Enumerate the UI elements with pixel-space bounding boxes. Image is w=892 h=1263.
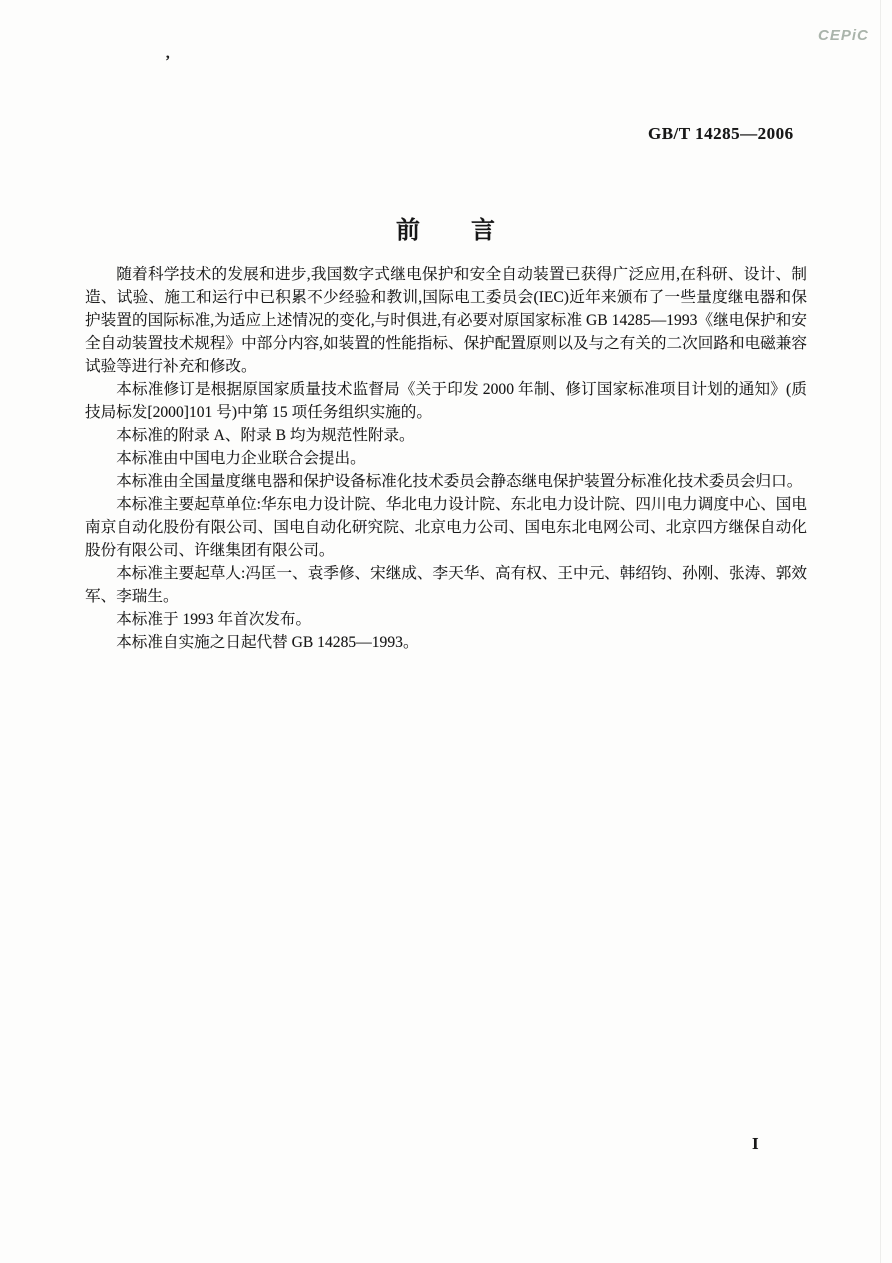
scan-edge-line bbox=[880, 0, 881, 1263]
foreword-paragraph: 本标准自实施之日起代替 GB 14285—1993。 bbox=[116, 634, 419, 651]
standard-number: GB/T 14285—2006 bbox=[648, 124, 794, 143]
foreword-paragraph: 随着科学技术的发展和进步,我国数字式继电保护和安全自动装置已获得广泛应用,在科研、设计、制造、试验、施工和运行中已积累不少经验和教训,国际电工委员会(IEC)近年来颁布了一些量度继电器和保护装置的国际标准,为适应上述情况的变化,与时俱进,有必要对原国家标准 GB 14285—1993《继电保护和安全自动装置技术规程》中部分内容,如装置的性能指标、保护配置原则以及与之有关的二次回路和电磁兼容试验等进行补充和修改。 bbox=[85, 266, 807, 375]
foreword-title: 前 言 bbox=[396, 218, 496, 245]
page-number: I bbox=[752, 1134, 759, 1153]
foreword-paragraph: 本标准主要起草人:冯匡一、袁季修、宋继成、李天华、高有权、王中元、韩绍钧、孙刚、张涛、郭效军、李瑞生。 bbox=[85, 565, 807, 605]
scan-speck: ’ bbox=[165, 53, 171, 70]
foreword-paragraph: 本标准由中国电力企业联合会提出。 bbox=[116, 450, 366, 467]
foreword-body bbox=[85, 263, 807, 654]
foreword-paragraph: 本标准于 1993 年首次发布。 bbox=[116, 611, 312, 628]
foreword-paragraph: 本标准主要起草单位:华东电力设计院、华北电力设计院、东北电力设计院、四川电力调度中心、国电南京自动化股份有限公司、国电自动化研究院、北京电力公司、国电东北电网公司、北京四方继保自动化股份有限公司、许继集团有限公司。 bbox=[85, 496, 807, 559]
cepic-watermark-logo: CEPiC bbox=[818, 27, 869, 44]
foreword-paragraph: 本标准修订是根据原国家质量技术监督局《关于印发 2000 年制、修订国家标准项目计划的通知》(质技局标发[2000]101 号)中第 15 项任务组织实施的。 bbox=[85, 381, 807, 421]
foreword-paragraph: 本标准的附录 A、附录 B 均为规范性附录。 bbox=[116, 427, 415, 444]
foreword-paragraph: 本标准由全国量度继电器和保护设备标准化技术委员会静态继电保护装置分标准化技术委员会归口。 bbox=[116, 473, 803, 490]
